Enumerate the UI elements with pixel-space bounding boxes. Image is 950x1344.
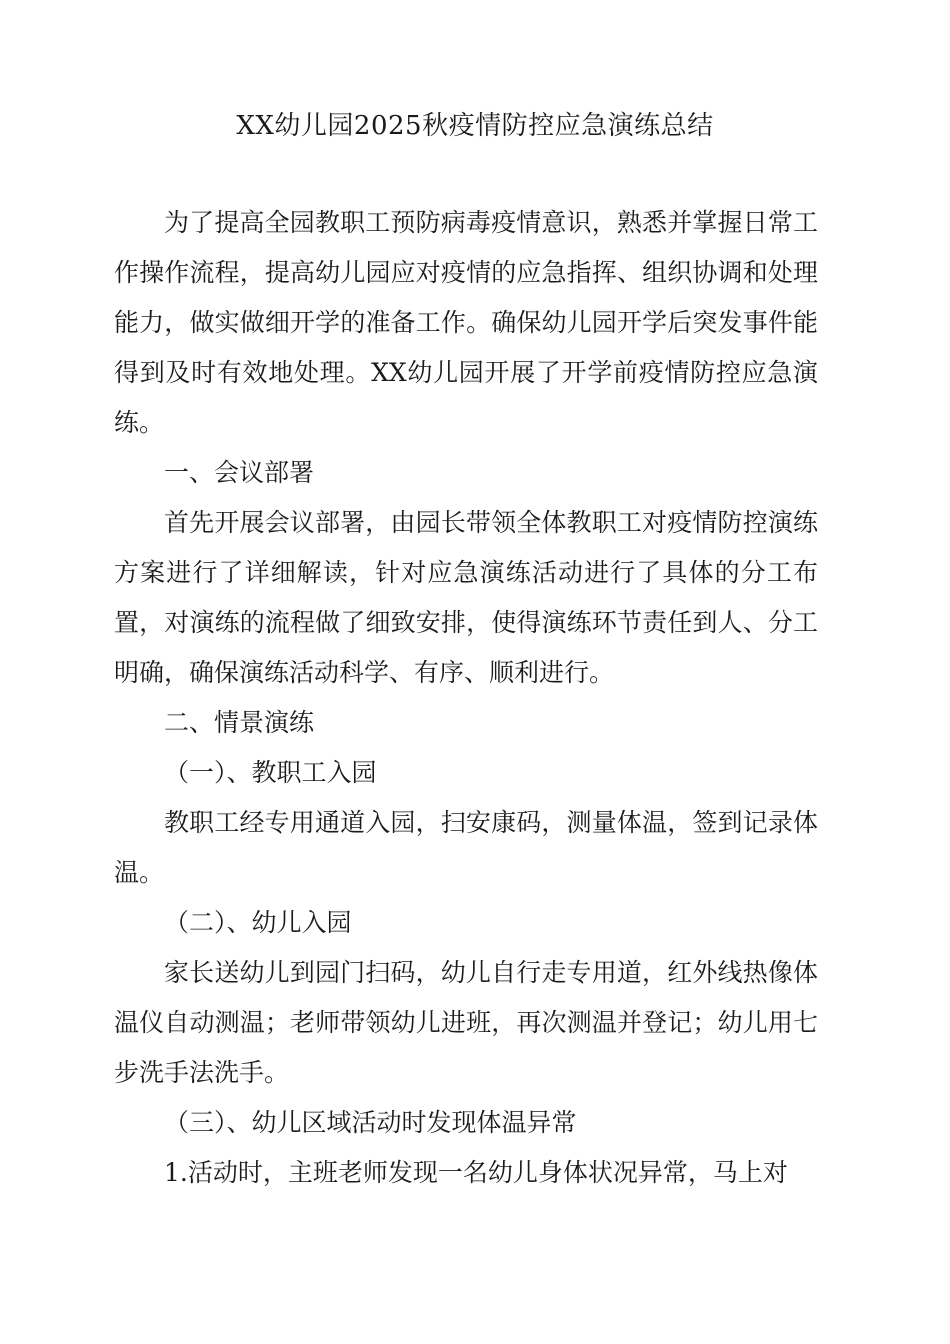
abnormal-temp-paragraph: 1.活动时，主班老师发现一名幼儿身体状况异常，马上对 — [164, 1158, 788, 1187]
document-title: XX幼儿园2025秋疫情防控应急演练总结 — [236, 111, 714, 141]
meeting-paragraph: 首先开展会议部署，由园长带领全体教职工对疫情防控演练方案进行了详细解读，针对应急演练活动进行了具体的分工布置，对演练的流程做了细致安排，使得演练环节责任到人、分工明确，确保演练活动科学、有序、顺利进行。 — [114, 508, 818, 687]
document-body — [114, 198, 818, 1198]
section-heading-drill: 二、情景演练 — [164, 708, 315, 737]
intro-paragraph: 为了提高全园教职工预防病毒疫情意识，熟悉并掌握日常工作操作流程，提高幼儿园应对疫情的应急指挥、组织协调和处理能力，做实做细开学的准备工作。确保幼儿园开学后突发事件能得到及时有效地处理。XX幼儿园开展了开学前疫情防控应急演练。 — [114, 208, 818, 437]
child-entry-paragraph: 家长送幼儿到园门扫码，幼儿自行走专用道，红外线热像体温仪自动测温；老师带领幼儿进班，再次测温并登记；幼儿用七步洗手法洗手。 — [114, 958, 818, 1087]
subsection-heading-staff-entry: （一）、教职工入园 — [164, 758, 377, 787]
subsection-heading-abnormal-temp: （三）、幼儿区域活动时发现体温异常 — [164, 1108, 577, 1137]
staff-entry-paragraph: 教职工经专用通道入园，扫安康码，测量体温，签到记录体温。 — [114, 808, 818, 887]
section-heading-meeting: 一、会议部署 — [164, 458, 315, 487]
subsection-heading-child-entry: （二）、幼儿入园 — [164, 908, 352, 937]
